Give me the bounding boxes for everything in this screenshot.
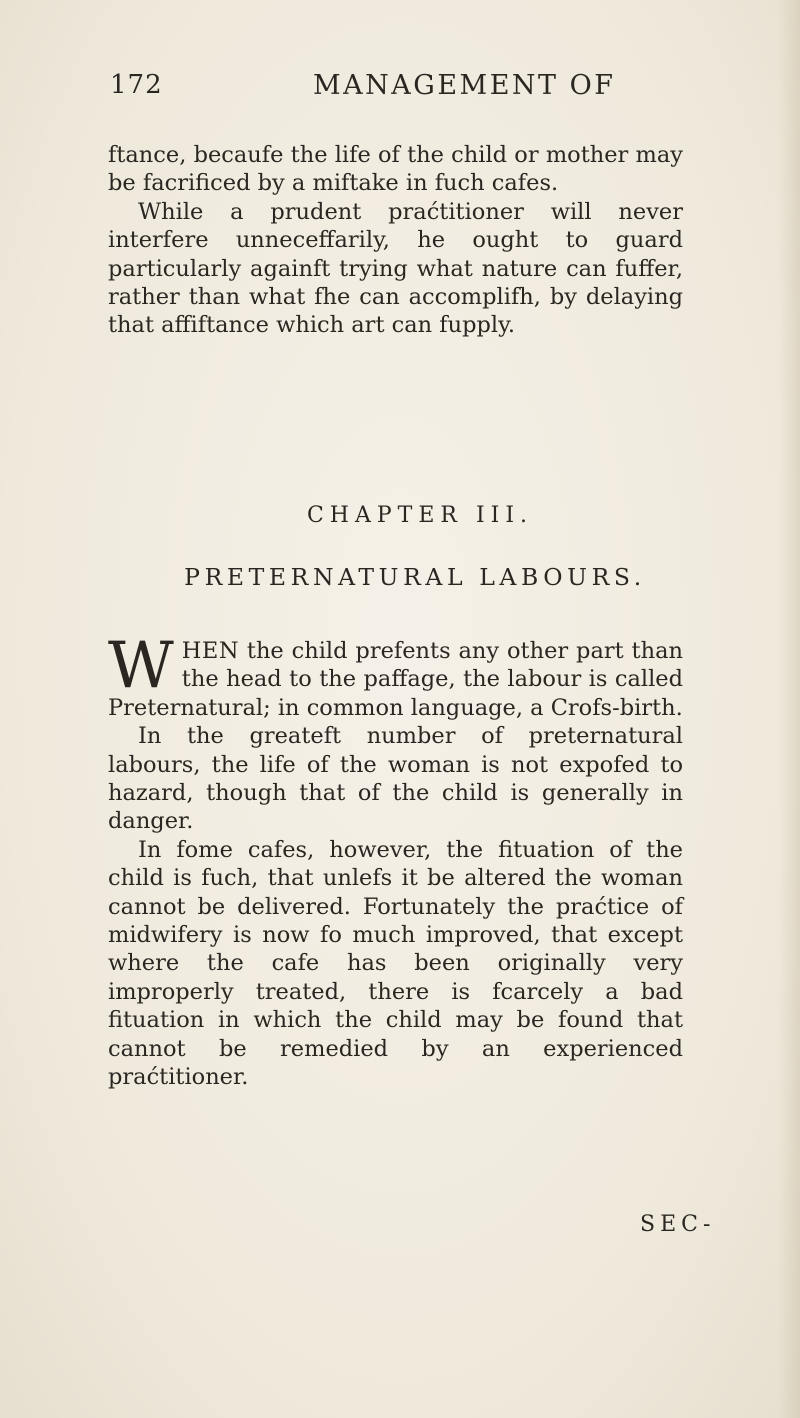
intro-text <box>108 141 683 340</box>
page-number: 172 <box>110 70 163 100</box>
paragraph: While a prudent praćtitioner will never interfere unneceffarily, he ought to guard particularly againft trying what nature can fuffer, rather than what fhe can accomplifh, by delaying that affiftance which art can fupply. <box>108 198 683 339</box>
paragraph: ftance, becaufe the life of the child or mother may be facrificed by a miftake in fuch cafes. <box>108 142 683 197</box>
paragraph: In the greateft number of preternatural labours, the life of the woman is not expofed to hazard, though that of the child is generally in danger. <box>108 723 683 835</box>
paragraph: In fome cafes, however, the fituation of the child is fuch, that unlefs it be altered the woman cannot be delivered. Fortunately the praćtice of midwifery is now fo much improved, that except where the cafe has been originally very improperly treated, there is fcarcely a bad fituation in which the child may be found that cannot be remedied by an experienced praćtitioner. <box>108 836 683 1091</box>
catchword: SEC- <box>640 1212 716 1237</box>
paragraph <box>108 629 683 722</box>
drop-cap: W <box>108 629 174 703</box>
page-header <box>110 70 670 110</box>
running-head: MANAGEMENT OF <box>313 70 616 101</box>
chapter-heading: CHAPTER III. <box>306 503 534 528</box>
page-edge-shadow <box>778 0 800 1418</box>
first-word-rest: HEN <box>181 638 240 664</box>
first-paragraph-rest: the child prefents any other part than the head to the paffage, the labour is called Preternatural; in common language, a Crofs-birth. <box>108 638 683 721</box>
chapter-title: PRETERNATURAL LABOURS. <box>184 563 646 591</box>
chapter-body <box>108 629 683 1092</box>
